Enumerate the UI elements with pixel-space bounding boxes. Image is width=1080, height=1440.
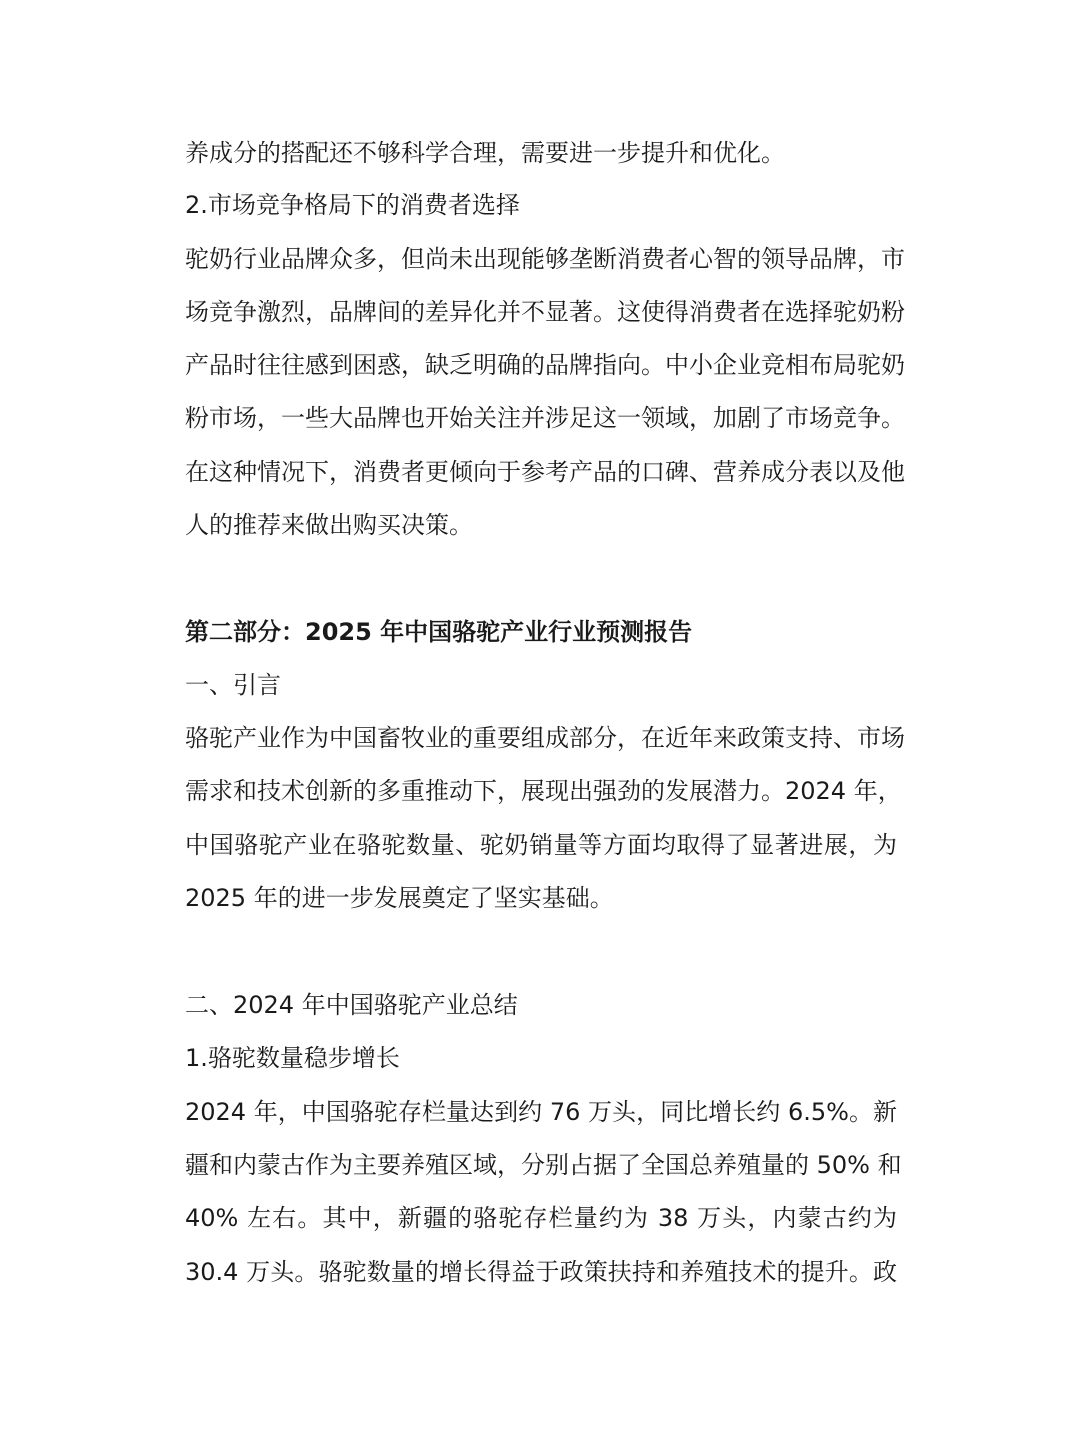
paragraph-line: 驼奶行业品牌众多，但尚未出现能够垄断消费者心智的领导品牌，市 (185, 245, 905, 273)
paragraph-line: 场竞争激烈，品牌间的差异化并不显著。这使得消费者在选择驼奶粉 (185, 298, 905, 326)
paragraph-line: 中国骆驼产业在骆驼数量、驼奶销量等方面均取得了显著进展，为 (185, 831, 897, 859)
paragraph-line: 2024 年，中国骆驼存栏量达到约 76 万头，同比增长约 6.5%。新 (185, 1098, 897, 1126)
paragraph-line: 30.4 万头。骆驼数量的增长得益于政策扶持和养殖技术的提升。政 (185, 1258, 897, 1286)
paragraph-line: 粉市场，一些大品牌也开始关注并涉足这一领域，加剧了市场竞争。 (185, 404, 905, 432)
paragraph-line: 疆和内蒙古作为主要养殖区域，分别占据了全国总养殖量的 50% 和 (185, 1151, 902, 1179)
section-heading-market-competition: 2.市场竞争格局下的消费者选择 (185, 191, 520, 219)
section-heading-2024-summary: 二、2024 年中国骆驼产业总结 (185, 991, 518, 1019)
paragraph-line: 40% 左右。其中，新疆的骆驼存栏量约为 38 万头，内蒙古约为 (185, 1204, 897, 1232)
paragraph-line: 人的推荐来做出购买决策。 (185, 511, 473, 539)
paragraph-line: 在这种情况下，消费者更倾向于参考产品的口碑、营养成分表以及他 (185, 458, 905, 486)
paragraph-line: 产品时往往感到困惑，缺乏明确的品牌指向。中小企业竞相布局驼奶 (185, 351, 905, 379)
paragraph-continuation-line: 养成分的搭配还不够科学合理，需要进一步提升和优化。 (185, 139, 785, 167)
section-heading-introduction: 一、引言 (185, 671, 281, 699)
paragraph-line: 骆驼产业作为中国畜牧业的重要组成部分，在近年来政策支持、市场 (185, 724, 905, 752)
subsection-heading-camel-count: 1.骆驼数量稳步增长 (185, 1044, 400, 1072)
part-title: 第二部分：2025 年中国骆驼产业行业预测报告 (185, 618, 693, 646)
paragraph-line: 需求和技术创新的多重推动下，展现出强劲的发展潜力。2024 年， (185, 777, 902, 805)
paragraph-line: 2025 年的进一步发展奠定了坚实基础。 (185, 884, 614, 912)
